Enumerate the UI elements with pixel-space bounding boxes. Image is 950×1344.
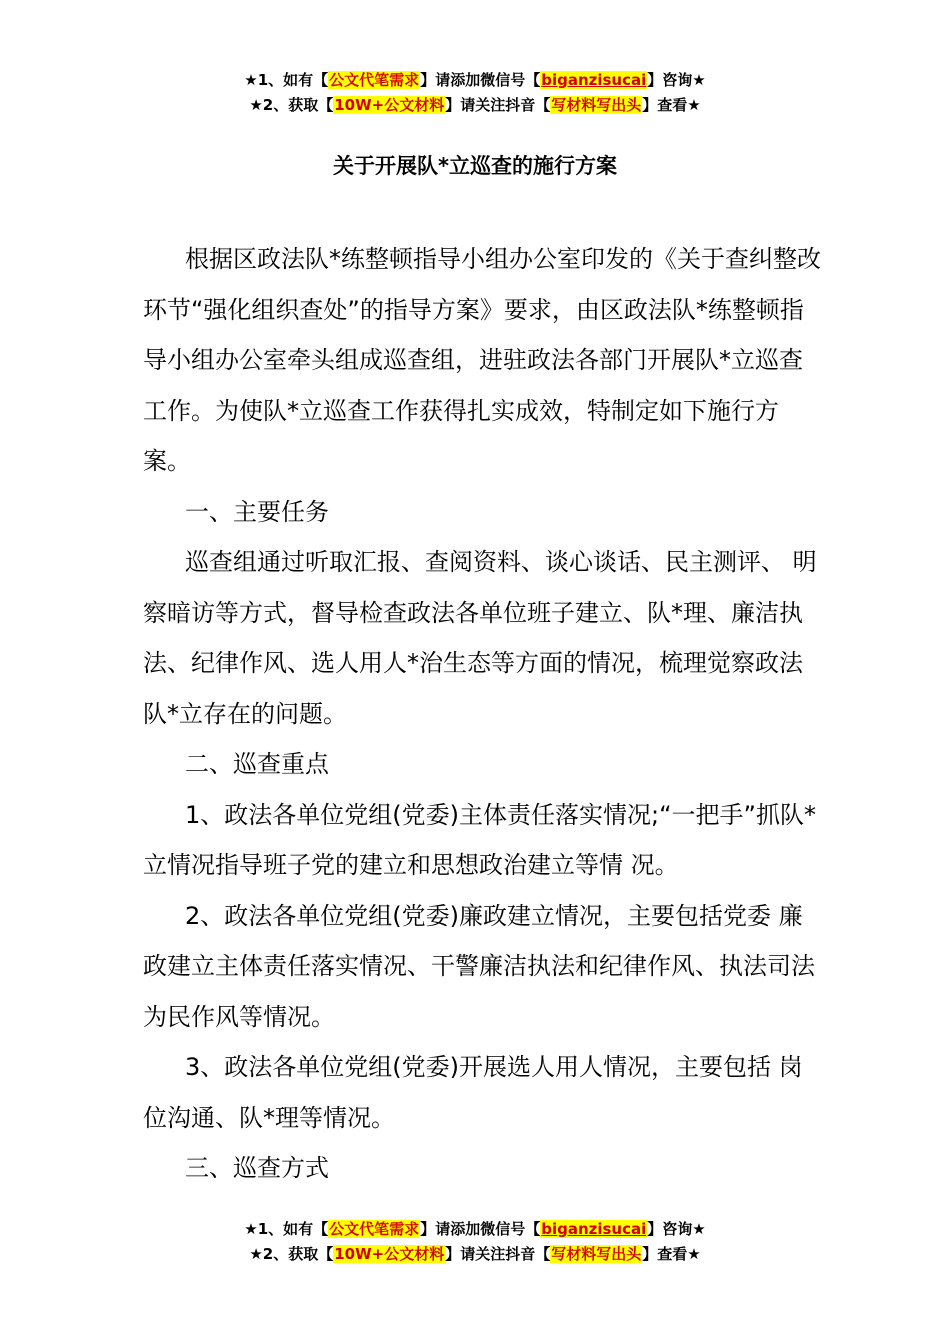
- promo-highlight: 10W+公文材料: [334, 96, 445, 114]
- promo-text: 】查看★: [642, 96, 701, 114]
- section-heading: 一、主要任务: [185, 497, 329, 526]
- wechat-id-highlight: biganzisucai: [541, 1220, 647, 1238]
- promo-highlight: 公文代笔需求: [329, 1220, 420, 1238]
- paragraph: 3、政法各单位党组(党委)开展选人用人情况，主要包括 岗位沟通、队*理等情况。: [143, 1053, 803, 1132]
- document-body: [143, 234, 823, 1194]
- douyin-highlight: 写材料写出头: [551, 96, 642, 114]
- promo-text: 】查看★: [642, 1245, 701, 1263]
- paragraph: 根据区政法队*练整顿指导小组办公室印发的《关于查纠整改环节“强化组织查处”的指导方案》要求，由区政法队*练整顿指导小组办公室牵头组成巡查组，进驻政法各部门开展队*立巡查工作。为使队*立巡查工作获得扎实成效，特制定如下施行方案。: [143, 245, 821, 475]
- promo-banner-bottom: [0, 1217, 950, 1267]
- promo-highlight: 公文代笔需求: [329, 71, 420, 89]
- document-title: 关于开展队*立巡查的施行方案: [333, 154, 617, 178]
- promo-text: ★2、获取【: [249, 96, 334, 114]
- promo-line-2: [0, 93, 950, 118]
- section-heading: 二、巡查重点: [185, 750, 329, 778]
- paragraph: 1、政法各单位党组(党委)主体责任落实情况;“一把手”抓队*立情况指导班子党的建立和思想政治建立等情 况。: [143, 800, 816, 879]
- promo-highlight: 10W+公文材料: [334, 1245, 445, 1263]
- section-heading: 三、巡查方式: [185, 1154, 329, 1182]
- promo-banner-top: [0, 68, 950, 118]
- promo-text: ★1、如有【: [244, 71, 329, 89]
- promo-text: ★2、获取【: [249, 1245, 334, 1263]
- promo-text: 】请添加微信号【: [420, 1220, 541, 1238]
- paragraph: 2、政法各单位党组(党委)廉政建立情况，主要包括党委 廉政建立主体责任落实情况、干警廉洁执法和纪律作风、执法司法为民作风等情况。: [143, 901, 815, 1031]
- promo-text: 】请关注抖音【: [445, 96, 551, 114]
- paragraph: 巡查组通过听取汇报、查阅资料、谈心谈话、民主测评、 明察暗访等方式，督导检查政法各单位班子建立、队*理、廉洁执法、纪律作风、选人用人*治生态等方面的情况，梳理觉察政法队*立存在的问题。: [143, 548, 817, 728]
- wechat-id-highlight: biganzisucai: [541, 71, 647, 89]
- promo-text: ★1、如有【: [244, 1220, 329, 1238]
- promo-text: 】请添加微信号【: [420, 71, 541, 89]
- douyin-highlight: 写材料写出头: [551, 1245, 642, 1263]
- promo-text: 】请关注抖音【: [445, 1245, 551, 1263]
- promo-text: 】咨询★: [647, 1220, 706, 1238]
- promo-line-2: [0, 1242, 950, 1267]
- promo-line-1: [0, 1217, 950, 1242]
- promo-text: 】咨询★: [647, 71, 706, 89]
- promo-line-1: [0, 68, 950, 93]
